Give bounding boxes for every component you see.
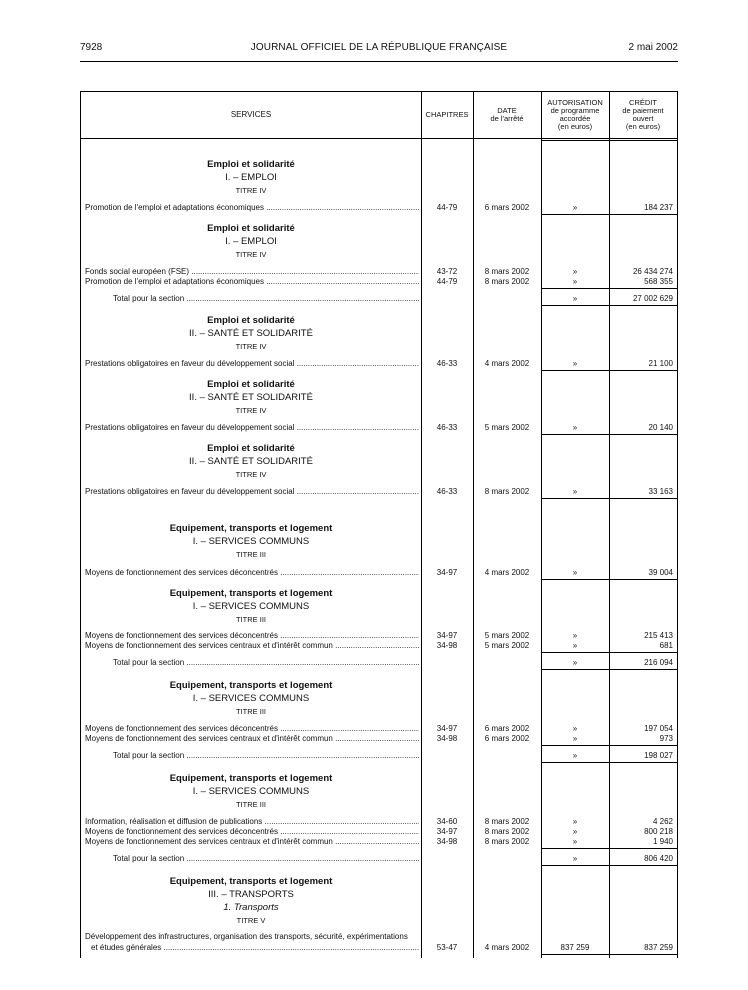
row-credit: 215 413: [644, 631, 673, 640]
col-header-credit: [609, 92, 677, 138]
block-separator: [541, 954, 677, 955]
row-autorisation: »: [572, 734, 578, 743]
ministry-name: Emploi et solidarité: [207, 443, 295, 454]
total-row: [81, 657, 677, 668]
table-row: [81, 942, 677, 953]
row-date: 8 mars 2002: [484, 837, 530, 846]
page-header: [80, 42, 678, 56]
col-header-cred-l3: ouvert: [632, 114, 654, 123]
row-credit: 20 140: [648, 423, 673, 432]
row-credit: 568 355: [644, 277, 673, 286]
subtotal-rule: [541, 288, 677, 289]
row-chapitre: 34-97: [436, 724, 458, 733]
subsection-name: 1. Transports: [223, 902, 279, 913]
credits-table: [80, 91, 678, 958]
subtotal-rule: [541, 848, 677, 849]
section-heading: [81, 679, 421, 718]
row-autorisation: »: [572, 568, 578, 577]
row-date: 6 mars 2002: [484, 203, 530, 212]
row-date: 8 mars 2002: [484, 277, 530, 286]
titre-label: TITRE IV: [235, 470, 267, 479]
total-autorisation: »: [572, 294, 578, 303]
table-row: [81, 422, 677, 433]
row-credit: 1 940: [652, 837, 673, 846]
section-heading: [81, 378, 421, 417]
journal-title: JOURNAL OFFICIEL DE LA RÉPUBLIQUE FRANÇAISE: [250, 42, 508, 53]
row-chapitre: 43-72: [436, 267, 458, 276]
subtotal-rule: [541, 745, 677, 746]
row-chapitre: 34-60: [436, 817, 458, 826]
col-header-cred-l2: de paiement: [622, 106, 664, 115]
col-header-auth-l1: AUTORISATION: [547, 98, 603, 107]
ministry-name: Emploi et solidarité: [207, 223, 295, 234]
section-name: I. – SERVICES COMMUNS: [192, 786, 310, 797]
total-credit: 198 027: [644, 751, 673, 760]
section-name: II. – SANTÉ ET SOLIDARITÉ: [189, 392, 313, 403]
row-chapitre: 46-33: [436, 359, 458, 368]
row-date: 6 mars 2002: [484, 734, 530, 743]
row-label: Prestations obligatoires en faveur du développement social .....: [85, 358, 419, 369]
titre-label: TITRE IV: [235, 186, 267, 195]
total-label: Total pour la section .....: [113, 657, 419, 668]
col-header-date-l2: de l'arrêté: [490, 114, 524, 123]
section-heading: [81, 875, 421, 927]
ministry-name: Equipement, transports et logement: [169, 773, 333, 784]
titre-label: TITRE IV: [235, 250, 267, 259]
header-row-divider: [81, 138, 677, 139]
table-row: [81, 567, 677, 578]
row-autorisation: »: [572, 641, 578, 650]
row-autorisation: »: [572, 724, 578, 733]
table-row-line1: [81, 931, 677, 942]
ministry-name: Emploi et solidarité: [207, 315, 295, 326]
section-heading: [81, 522, 421, 561]
total-autorisation: »: [572, 751, 578, 760]
row-date: 5 mars 2002: [484, 423, 530, 432]
section-heading: [81, 587, 421, 626]
table-row: [81, 202, 677, 213]
row-credit: 197 054: [644, 724, 673, 733]
row-label: Moyens de fonctionnement des services centraux et d'intérêt commun .....: [85, 836, 419, 847]
section-heading: [81, 442, 421, 481]
section-name: II. – SANTÉ ET SOLIDARITÉ: [189, 328, 313, 339]
block-separator: [541, 370, 677, 371]
row-label: Moyens de fonctionnement des services centraux et d'intérêt commun .....: [85, 733, 419, 744]
row-chapitre: 34-98: [436, 641, 458, 650]
row-credit: 33 163: [648, 487, 673, 496]
block-separator: [541, 669, 677, 670]
total-credit: 806 420: [644, 854, 673, 863]
row-chapitre: 53-47: [436, 943, 458, 952]
block-separator: [541, 498, 677, 499]
ministry-name: Equipement, transports et logement: [169, 523, 333, 534]
row-autorisation: »: [572, 817, 578, 826]
section-heading: [81, 158, 421, 197]
row-autorisation: »: [572, 631, 578, 640]
section-name: I. – EMPLOI: [225, 172, 277, 183]
row-chapitre: 34-97: [436, 631, 458, 640]
col-header-cred-l1: CRÉDIT: [629, 98, 657, 107]
section-name: II. – SANTÉ ET SOLIDARITÉ: [189, 456, 313, 467]
table-row: [81, 733, 677, 744]
row-credit: 39 004: [648, 568, 673, 577]
row-autorisation: 837 259: [560, 943, 590, 952]
section-heading: [81, 772, 421, 811]
total-label: Total pour la section .....: [113, 293, 419, 304]
row-label: et études générales .....: [91, 942, 419, 953]
titre-label: TITRE III: [236, 550, 266, 559]
row-label: Moyens de fonctionnement des services déconcentrés .....: [85, 723, 419, 734]
row-date: 4 mars 2002: [484, 568, 530, 577]
row-credit: 837 259: [644, 943, 673, 952]
table-row: [81, 486, 677, 497]
block-separator: [541, 865, 677, 866]
table-row: [81, 836, 677, 847]
header-rule: [80, 61, 678, 62]
row-label: Prestations obligatoires en faveur du développement social .....: [85, 422, 419, 433]
row-chapitre: 34-98: [436, 734, 458, 743]
block-separator: [541, 579, 677, 580]
table-row: [81, 276, 677, 287]
col-header-date-l1: DATE: [497, 106, 517, 115]
titre-label: TITRE IV: [235, 342, 267, 351]
titre-label: TITRE V: [236, 916, 266, 925]
row-autorisation: »: [572, 423, 578, 432]
col-header-auth-l4: (en euros): [557, 122, 593, 131]
ministry-name: Equipement, transports et logement: [169, 588, 333, 599]
block-separator: [541, 305, 677, 306]
section-name: I. – SERVICES COMMUNS: [192, 693, 310, 704]
titre-label: TITRE III: [236, 707, 266, 716]
row-label-line1: Développement des infrastructures, organisation des transports, sécurité, expérimentations: [85, 932, 408, 941]
block-separator: [541, 140, 677, 141]
block-separator: [541, 762, 677, 763]
row-date: 4 mars 2002: [484, 359, 530, 368]
row-date: 5 mars 2002: [484, 641, 530, 650]
row-autorisation: »: [572, 837, 578, 846]
ministry-name: Equipement, transports et logement: [169, 680, 333, 691]
total-label: Total pour la section .....: [113, 750, 419, 761]
row-credit: 184 237: [644, 203, 673, 212]
row-autorisation: »: [572, 277, 578, 286]
row-chapitre: 34-97: [436, 568, 458, 577]
row-date: 6 mars 2002: [484, 724, 530, 733]
row-label: Promotion de l'emploi et adaptations économiques .....: [85, 276, 419, 287]
issue-date: 2 mai 2002: [628, 42, 678, 53]
total-autorisation: »: [572, 854, 578, 863]
row-date: 8 mars 2002: [484, 487, 530, 496]
table-row: [81, 640, 677, 651]
row-date: 5 mars 2002: [484, 631, 530, 640]
titre-label: TITRE III: [236, 615, 266, 624]
total-credit: 27 002 629: [632, 294, 673, 303]
col-header-date: [473, 92, 541, 138]
col-header-autorisation: [541, 92, 609, 138]
titre-label: TITRE IV: [235, 406, 267, 415]
row-autorisation: »: [572, 267, 578, 276]
page-number: 7928: [80, 42, 103, 53]
row-credit: 4 262: [652, 817, 673, 826]
row-label: Fonds social européen (FSE) .....: [85, 266, 419, 277]
col-header-cred-l4: (en euros): [625, 122, 661, 131]
titre-label: TITRE III: [236, 800, 266, 809]
row-credit: 973: [659, 734, 673, 743]
row-date: 8 mars 2002: [484, 827, 530, 836]
col-header-services: SERVICES: [230, 110, 272, 119]
total-row: [81, 750, 677, 761]
row-credit: 26 434 274: [632, 267, 673, 276]
section-name: I. – EMPLOI: [225, 236, 277, 247]
total-credit: 216 094: [644, 658, 673, 667]
row-date: 8 mars 2002: [484, 267, 530, 276]
section-name: III. – TRANSPORTS: [208, 889, 294, 900]
row-chapitre: 34-98: [436, 837, 458, 846]
block-separator: [541, 434, 677, 435]
section-name: I. – SERVICES COMMUNS: [192, 601, 310, 612]
col-header-auth-l2: de programme: [550, 106, 600, 115]
row-chapitre: 44-79: [436, 277, 458, 286]
col-header-auth-l3: accordée: [559, 114, 591, 123]
row-label: Moyens de fonctionnement des services déconcentrés .....: [85, 826, 419, 837]
row-chapitre: 46-33: [436, 423, 458, 432]
total-row: [81, 853, 677, 864]
row-credit: 800 218: [644, 827, 673, 836]
table-row: [81, 358, 677, 369]
col-header-chapitres: CHAPITRES: [425, 110, 469, 119]
row-autorisation: »: [572, 359, 578, 368]
row-credit: 21 100: [648, 359, 673, 368]
ministry-name: Emploi et solidarité: [207, 379, 295, 390]
row-chapitre: 46-33: [436, 487, 458, 496]
row-autorisation: »: [572, 203, 578, 212]
row-autorisation: »: [572, 487, 578, 496]
section-heading: [81, 222, 421, 261]
ministry-name: Emploi et solidarité: [207, 159, 295, 170]
row-credit: 681: [659, 641, 673, 650]
row-label: Moyens de fonctionnement des services centraux et d'intérêt commun .....: [85, 640, 419, 651]
block-separator: [541, 214, 677, 215]
row-chapitre: 34-97: [436, 827, 458, 836]
row-label: Promotion de l'emploi et adaptations économiques .....: [85, 202, 419, 213]
total-row: [81, 293, 677, 304]
total-label: Total pour la section .....: [113, 853, 419, 864]
section-name: I. – SERVICES COMMUNS: [192, 536, 310, 547]
row-label: Prestations obligatoires en faveur du développement social .....: [85, 486, 419, 497]
subtotal-rule: [541, 652, 677, 653]
total-autorisation: »: [572, 658, 578, 667]
row-date: 8 mars 2002: [484, 817, 530, 826]
row-autorisation: »: [572, 827, 578, 836]
row-label: Information, réalisation et diffusion de publications .....: [85, 816, 419, 827]
ministry-name: Equipement, transports et logement: [169, 876, 333, 887]
row-chapitre: 44-79: [436, 203, 458, 212]
row-label: Moyens de fonctionnement des services déconcentrés .....: [85, 567, 419, 578]
section-heading: [81, 314, 421, 353]
row-date: 4 mars 2002: [484, 943, 530, 952]
row-label: Moyens de fonctionnement des services déconcentrés .....: [85, 630, 419, 641]
